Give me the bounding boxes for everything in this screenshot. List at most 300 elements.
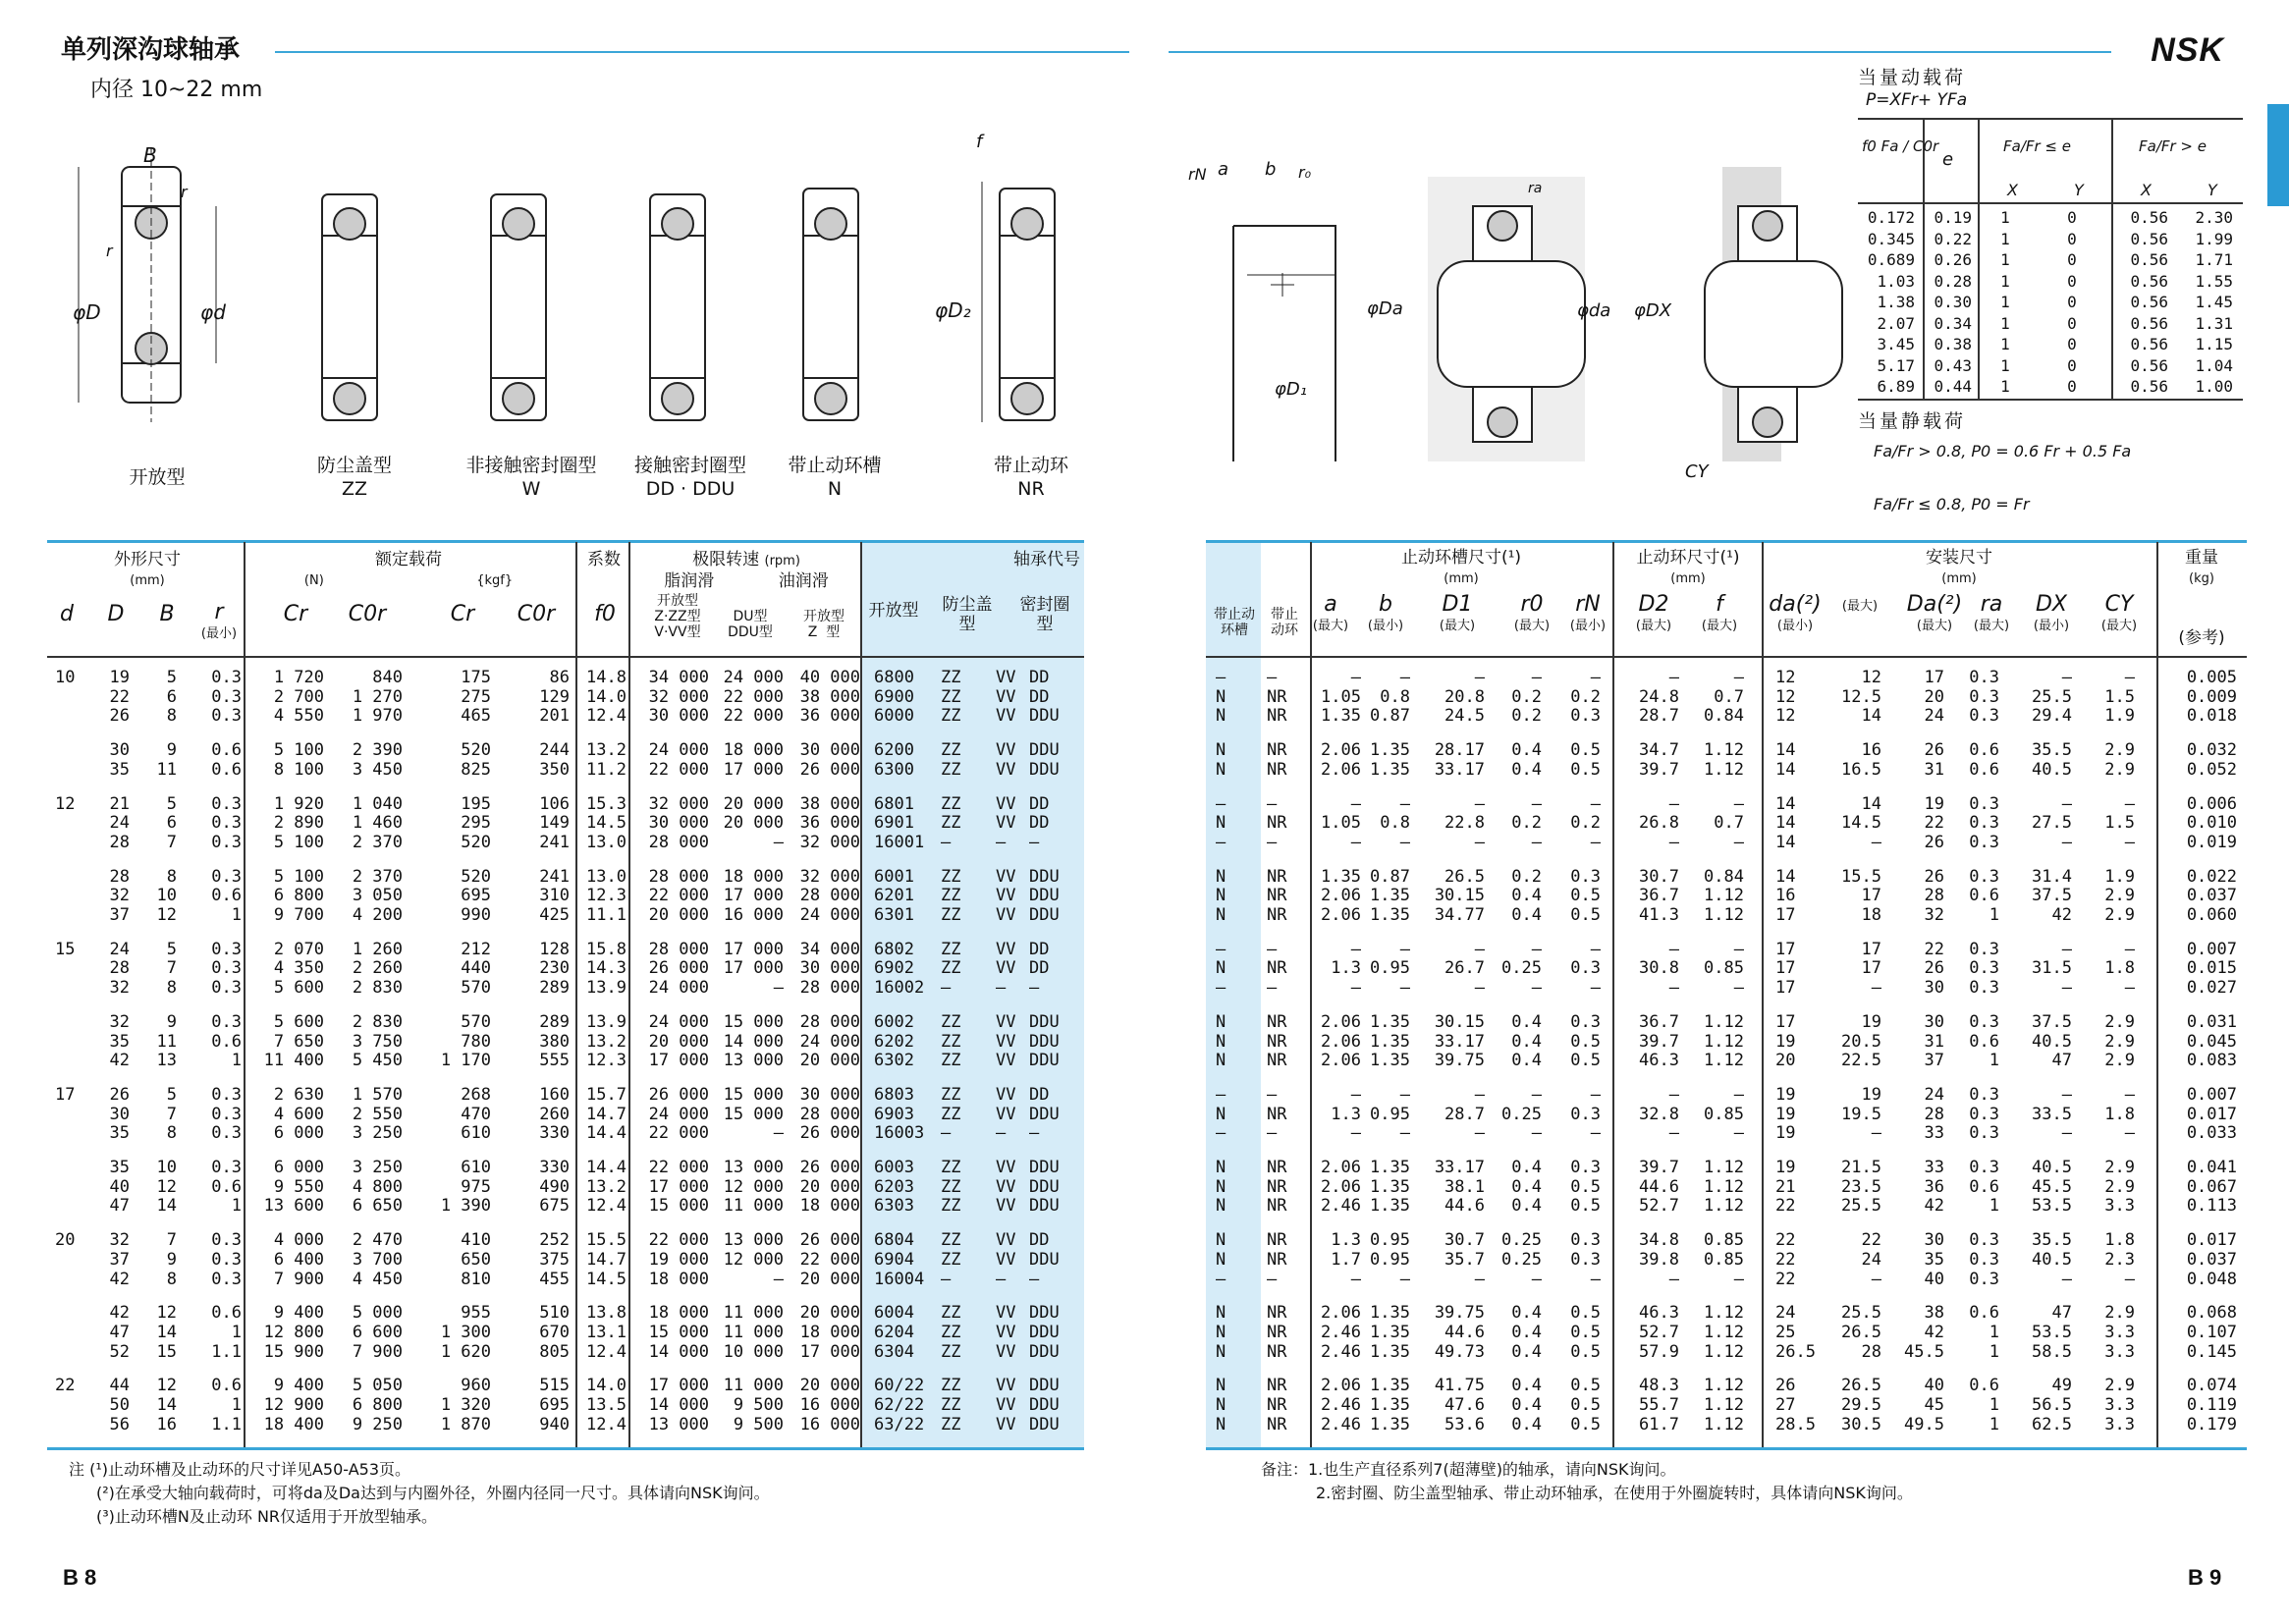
table-cell: 6204 — [874, 1322, 914, 1342]
table-cell: 0.4 — [1511, 759, 1542, 780]
label-f: f — [976, 132, 983, 152]
table-cell: — — [773, 1123, 784, 1144]
table-cell: 955 — [461, 1303, 491, 1324]
table-cell: 1.35 — [1370, 1414, 1410, 1435]
table-cell: 12 — [156, 1303, 177, 1324]
table-cell: 0.3 — [211, 866, 242, 887]
table-cell: — — [1733, 978, 1744, 999]
table-cell: 0.3 — [1570, 866, 1601, 887]
table-cell: 7 — [166, 832, 177, 852]
table-cell: 6903 — [874, 1104, 914, 1124]
table-cell: 14.8 — [586, 668, 627, 687]
table-cell: 20 — [1775, 1051, 1796, 1071]
table-cell: 1 970 — [352, 706, 403, 727]
table-cell: 6301 — [874, 905, 914, 925]
table-cell: 1 — [231, 1051, 242, 1071]
table-cell: 6803 — [874, 1084, 914, 1105]
table-cell: 0.037 — [2186, 1249, 2237, 1270]
table-cell: — — [1668, 793, 1679, 814]
table-cell: 0.6 — [211, 886, 242, 906]
table-cell: 8 — [166, 1123, 177, 1144]
table-cell: 1.12 — [1704, 1414, 1744, 1435]
table-cell: 15.7 — [586, 1084, 627, 1105]
table-cell: 30 — [1924, 1230, 1944, 1251]
table-cell: 520 — [461, 866, 491, 887]
eq-cell: 1 — [2000, 355, 2010, 375]
table-cell: 2.46 — [1321, 1414, 1361, 1435]
table-cell: — — [1590, 1269, 1601, 1289]
table-cell: 29.4 — [2032, 706, 2072, 727]
table-cell: 26 000 — [799, 1158, 860, 1177]
table-cell: 6 650 — [352, 1196, 403, 1217]
table-cell: DD — [1029, 686, 1050, 707]
eq-cell: 1 — [2000, 229, 2010, 248]
table-cell: VV — [996, 886, 1016, 906]
table-cell: 26 — [1775, 1376, 1796, 1396]
table-cell: NR — [1267, 866, 1287, 887]
table-cell: DDU — [1029, 1104, 1060, 1124]
table-cell: 11 400 — [263, 1051, 324, 1071]
table-cell: — — [1668, 1269, 1679, 1289]
table-cell: DDU — [1029, 1341, 1060, 1362]
table-cell: 1 870 — [440, 1414, 491, 1435]
table-cell: 42 — [109, 1051, 130, 1071]
table-cell: 0.3 — [1969, 813, 1999, 834]
table-cell: 0.8 — [1380, 686, 1410, 707]
hdr-da — [1764, 592, 1826, 636]
table-cell: 1 — [231, 1322, 242, 1342]
table-cell: — — [2124, 1084, 2135, 1105]
table-cell: 37.5 — [2032, 1011, 2072, 1032]
hdr-snap-groove: 止动环槽尺寸(¹) (mm) — [1400, 548, 1522, 586]
table-cell: 0.3 — [1570, 1230, 1601, 1251]
table-cell: 1 — [1989, 1341, 1999, 1362]
table-cell: 14 — [1775, 759, 1796, 780]
table-cell: 20 000 — [723, 793, 784, 814]
table-cell: 1.3 — [1331, 1230, 1361, 1251]
table-cell: 1.12 — [1704, 1395, 1744, 1415]
table-cell: ZZ — [941, 1322, 961, 1342]
remark-1: 备注：1.也生产直径系列7(超薄壁)的轴承，请向NSK询问。 — [1261, 1460, 1676, 1479]
table-cell: 0.3 — [211, 813, 242, 834]
table-cell: 15.5 — [586, 1230, 627, 1251]
table-cell: 0.009 — [2186, 686, 2237, 707]
table-cell: 39.75 — [1434, 1303, 1485, 1324]
table-cell: 2.9 — [2104, 1011, 2135, 1032]
page-number-left: B 8 — [63, 1565, 97, 1590]
table-cell: 22 000 — [648, 1158, 709, 1177]
hdr-symbol: D1 — [1442, 592, 1473, 617]
table-cell: — — [1668, 1084, 1679, 1105]
table-cell: DDU — [1029, 886, 1060, 906]
table-cell: 6004 — [874, 1303, 914, 1324]
table-cell: 0.3 — [1969, 1269, 1999, 1289]
table-cell: ZZ — [941, 813, 961, 834]
table-cell: 6203 — [874, 1176, 914, 1197]
table-cell: 1.35 — [1370, 759, 1410, 780]
table-cell: 1.12 — [1704, 1176, 1744, 1197]
table-cell: 0.87 — [1370, 866, 1410, 887]
hdr-CY — [2092, 592, 2147, 636]
table-cell: 1.35 — [1370, 886, 1410, 906]
table-cell: 0.3 — [1969, 1104, 1999, 1124]
eq-Y1: Y — [2074, 181, 2084, 199]
table-cell: 12.4 — [586, 706, 627, 727]
table-cell: 35.5 — [2032, 740, 2072, 761]
table-cell: 0.031 — [2186, 1011, 2237, 1032]
table-cell: 28.7 — [1444, 1104, 1485, 1124]
table-cell: N — [1216, 886, 1226, 906]
table-cell: 24 — [109, 939, 130, 959]
hdr-Da — [1905, 592, 1964, 636]
r-table-top-rule — [1206, 540, 2247, 543]
table-cell: — — [1733, 1084, 1744, 1105]
table-cell: 0.3 — [1969, 706, 1999, 727]
table-cell: 9 700 — [273, 905, 324, 925]
table-cell: 32 — [109, 978, 130, 999]
table-cell: — — [2061, 793, 2072, 814]
table-cell: DDU — [1029, 1322, 1060, 1342]
table-cell: 36 — [1924, 1176, 1944, 1197]
table-cell: 6 000 — [273, 1123, 324, 1144]
table-cell: 17 — [1861, 958, 1881, 979]
table-cell: 38.1 — [1444, 1176, 1485, 1197]
table-cell: 57.9 — [1639, 1341, 1679, 1362]
hdr-C0r: C0r — [348, 602, 387, 626]
table-cell: 38 000 — [799, 793, 860, 814]
col-sep — [2156, 542, 2158, 1447]
eq-cell: 0.30 — [1934, 293, 1972, 311]
table-cell: 2.46 — [1321, 1322, 1361, 1342]
table-cell: 19 — [109, 668, 130, 687]
table-cell: 440 — [461, 958, 491, 979]
eq-sep — [2111, 118, 2113, 399]
table-cell: 30 — [1924, 1011, 1944, 1032]
table-cell: 22 — [1775, 1249, 1796, 1270]
table-cell: — — [1871, 1123, 1881, 1144]
eq-cell: 0.44 — [1934, 377, 1972, 396]
table-cell: 675 — [539, 1196, 570, 1217]
table-cell: 15 900 — [263, 1341, 324, 1362]
eq-X2: X — [2141, 181, 2152, 199]
table-cell: 13.9 — [586, 1011, 627, 1032]
eq-cell: 0.43 — [1934, 355, 1972, 375]
table-cell: DDU — [1029, 1395, 1060, 1415]
table-cell: 28 000 — [648, 939, 709, 959]
table-cell: DDU — [1029, 1414, 1060, 1435]
table-cell: 330 — [539, 1158, 570, 1177]
table-cell: 40 — [1924, 1269, 1944, 1289]
table-cell: VV — [996, 958, 1016, 979]
table-cell: 0.052 — [2186, 759, 2237, 780]
table-cell: 6003 — [874, 1158, 914, 1177]
eq-Y2: Y — [2207, 181, 2217, 199]
table-cell: 24 000 — [648, 1011, 709, 1032]
table-cell: 15.5 — [1841, 866, 1881, 887]
table-cell: 2.9 — [2104, 1051, 2135, 1071]
table-cell: 18 000 — [799, 1196, 860, 1217]
table-cell: 25.5 — [1841, 1196, 1881, 1217]
table-cell: 1 320 — [440, 1395, 491, 1415]
table-cell: 2.06 — [1321, 1031, 1361, 1052]
table-cell: ZZ — [941, 740, 961, 761]
hdr-D1 — [1428, 592, 1487, 636]
table-cell: 14 — [1775, 866, 1796, 887]
table-cell: 212 — [461, 939, 491, 959]
table-cell: 40 — [1924, 1376, 1944, 1396]
table-cell: — — [773, 1269, 784, 1289]
eq-sep — [1978, 118, 1980, 399]
table-cell: — — [2061, 832, 2072, 852]
table-cell: DDU — [1029, 1303, 1060, 1324]
table-cell: 24 — [109, 813, 130, 834]
table-cell: — — [1216, 1084, 1226, 1105]
eq-cell: 0.56 — [2130, 271, 2168, 291]
table-cell: NR — [1267, 1051, 1287, 1071]
table-cell: 1.35 — [1370, 1158, 1410, 1177]
table-cell: 15 000 — [723, 1104, 784, 1124]
table-cell: 55.7 — [1639, 1395, 1679, 1415]
table-cell: 0.067 — [2186, 1176, 2237, 1197]
table-cell: 0.083 — [2186, 1051, 2237, 1071]
hdr-groove-col: 带止动 环槽 — [1214, 607, 1255, 638]
table-cell: 2.06 — [1321, 1158, 1361, 1177]
table-cell: VV — [996, 686, 1016, 707]
table-cell: 17 000 — [723, 939, 784, 959]
table-cell: — — [773, 832, 784, 852]
table-cell: 1.35 — [1370, 905, 1410, 925]
table-cell: 20 000 — [799, 1303, 860, 1324]
table-cell: 0.4 — [1511, 1011, 1542, 1032]
table-cell: 990 — [461, 905, 491, 925]
table-cell: — — [1267, 668, 1278, 687]
table-cell: 53.5 — [2032, 1196, 2072, 1217]
table-cell: 14 — [1861, 793, 1881, 814]
table-cell: 14 — [156, 1196, 177, 1217]
table-cell: — — [1590, 1084, 1601, 1105]
table-cell: 6303 — [874, 1196, 914, 1217]
table-cell: 26 000 — [648, 958, 709, 979]
table-cell: 1.9 — [2104, 706, 2135, 727]
table-cell: 32 — [109, 1230, 130, 1251]
table-cell: 35 — [109, 1123, 130, 1144]
table-cell: 19 — [1924, 793, 1944, 814]
table-cell: 22 — [1924, 813, 1944, 834]
table-cell: 38 — [1924, 1303, 1944, 1324]
table-cell: 0.6 — [1969, 886, 1999, 906]
table-cell: — — [1668, 832, 1679, 852]
table-cell: — — [1267, 793, 1278, 814]
table-cell: 0.2 — [1570, 686, 1601, 707]
table-cell: — — [1733, 939, 1744, 959]
table-cell: 4 350 — [273, 958, 324, 979]
table-cell: — — [941, 1123, 952, 1144]
table-cell: 1.12 — [1704, 1011, 1744, 1032]
table-cell: — — [996, 1269, 1007, 1289]
table-cell: 2.06 — [1321, 1376, 1361, 1396]
eq-cell: 1 — [2000, 313, 2010, 333]
table-cell: 14 000 — [648, 1395, 709, 1415]
table-cell: 0.145 — [2186, 1341, 2237, 1362]
table-cell: — — [1668, 1123, 1679, 1144]
table-cell: 5 600 — [273, 978, 324, 999]
table-cell: 15 000 — [723, 1084, 784, 1105]
eq-cell: 1.03 — [1877, 271, 1915, 291]
table-cell: 63/22 — [874, 1414, 925, 1435]
bore-d: 20 — [55, 1230, 76, 1251]
table-cell: — — [1474, 1269, 1485, 1289]
table-cell: 26.7 — [1444, 958, 1485, 979]
table-cell: 44.6 — [1444, 1196, 1485, 1217]
col-sep — [1612, 542, 1614, 1447]
table-cell: ZZ — [941, 759, 961, 780]
table-cell: — — [1871, 1269, 1881, 1289]
table-cell: 0.2 — [1511, 866, 1542, 887]
table-cell: 26.5 — [1841, 1322, 1881, 1342]
table-cell: 0.5 — [1570, 1031, 1601, 1052]
table-cell: 0.005 — [2186, 668, 2237, 687]
eq-cell: 0.28 — [1934, 271, 1972, 291]
hdr-symbol: da(²) — [1769, 592, 1822, 617]
table-cell: 2.3 — [2104, 1249, 2135, 1270]
table-cell: — — [1267, 1269, 1278, 1289]
table-cell: NR — [1267, 1376, 1287, 1396]
eq-cell: 1.99 — [2195, 229, 2233, 248]
table-cell: 24 — [1924, 1084, 1944, 1105]
table-cell: 50 — [109, 1395, 130, 1415]
hdr-symbol: r0 — [1520, 592, 1544, 617]
table-cell: 12 — [1775, 706, 1796, 727]
table-cell: 129 — [539, 686, 570, 707]
table-cell: ZZ — [941, 706, 961, 727]
table-cell: DD — [1029, 668, 1050, 687]
hdr-Cr: Cr — [283, 602, 308, 626]
table-cell: N — [1216, 759, 1226, 780]
eq-cell: 1.15 — [2195, 335, 2233, 353]
table-cell: 0.018 — [2186, 706, 2237, 727]
table-cell: N — [1216, 1104, 1226, 1124]
table-cell: 0.4 — [1511, 1395, 1542, 1415]
table-cell: 6 600 — [352, 1322, 403, 1342]
table-cell: 2.06 — [1321, 1176, 1361, 1197]
table-cell: 490 — [539, 1176, 570, 1197]
table-cell: 30 — [1924, 978, 1944, 999]
table-cell: 1 920 — [273, 793, 324, 814]
r-table-header-rule — [1206, 656, 2247, 658]
table-cell: 149 — [539, 813, 570, 834]
table-cell: 0.037 — [2186, 886, 2237, 906]
table-cell: 0.4 — [1511, 1414, 1542, 1435]
table-cell: 5 — [166, 1084, 177, 1105]
table-cell: 425 — [539, 905, 570, 925]
table-cell: 7 900 — [273, 1269, 324, 1289]
table-cell: 41.75 — [1434, 1376, 1485, 1396]
table-cell: 14 — [156, 1395, 177, 1415]
table-cell: 1.5 — [2104, 813, 2135, 834]
table-cell: 28 — [109, 958, 130, 979]
table-cell: 4 800 — [352, 1176, 403, 1197]
table-cell: 6801 — [874, 793, 914, 814]
table-cell: 24 000 — [648, 1104, 709, 1124]
table-cell: DDU — [1029, 1051, 1060, 1071]
table-cell: 20.5 — [1841, 1031, 1881, 1052]
table-cell: — — [1531, 668, 1542, 687]
table-cell: 1.12 — [1704, 886, 1744, 906]
table-cell: 1.12 — [1704, 1031, 1744, 1052]
table-cell: N — [1216, 1322, 1226, 1342]
table-cell: 53.6 — [1444, 1414, 1485, 1435]
eq-cell: 0.345 — [1867, 229, 1915, 248]
table-cell: N — [1216, 958, 1226, 979]
table-cell: 58.5 — [2032, 1341, 2072, 1362]
section-tab — [2267, 104, 2289, 206]
table-cell: 14 — [156, 1322, 177, 1342]
table-cell: 32 000 — [799, 866, 860, 887]
table-cell: 0.3 — [1570, 958, 1601, 979]
table-cell: 45 — [1924, 1395, 1944, 1415]
table-cell: 0.3 — [211, 686, 242, 707]
table-cell: 20 000 — [799, 1269, 860, 1289]
table-cell: 520 — [461, 740, 491, 761]
table-cell: — — [1350, 1123, 1361, 1144]
table-cell: 46.3 — [1639, 1051, 1679, 1071]
hdr-symbol: DX — [2035, 592, 2067, 617]
table-cell: 3.3 — [2104, 1341, 2135, 1362]
table-cell: VV — [996, 866, 1016, 887]
table-cell: 0.3 — [1969, 978, 1999, 999]
table-cell: 14 — [1775, 740, 1796, 761]
table-cell: 0.010 — [2186, 813, 2237, 834]
table-cell: 1.1 — [211, 1414, 242, 1435]
table-cell: 35 — [1924, 1249, 1944, 1270]
table-cell: 32 000 — [799, 832, 860, 852]
table-cell: VV — [996, 1176, 1016, 1197]
table-cell: 22 — [1924, 939, 1944, 959]
eq-cell: 0.56 — [2130, 250, 2168, 269]
table-cell: 24 — [1861, 1249, 1881, 1270]
table-cell: 35 — [109, 1158, 130, 1177]
table-cell: ZZ — [941, 1196, 961, 1217]
hdr-limit-note: (最大) — [1701, 619, 1738, 633]
table-cell: — — [1216, 1123, 1226, 1144]
table-cell: — — [1531, 1123, 1542, 1144]
table-cell: 175 — [461, 668, 491, 687]
table-cell: 1.12 — [1704, 1322, 1744, 1342]
table-cell: 19 — [1861, 1084, 1881, 1105]
table-cell: 0.6 — [1969, 1176, 1999, 1197]
table-cell: 7 — [166, 1230, 177, 1251]
table-cell: N — [1216, 866, 1226, 887]
table-cell: 380 — [539, 1031, 570, 1052]
table-cell: 1.35 — [1321, 866, 1361, 887]
table-cell: 1.5 — [2104, 686, 2135, 707]
table-cell: 0.85 — [1704, 958, 1744, 979]
table-cell: 32 — [1924, 905, 1944, 925]
table-cell: 14 — [1775, 813, 1796, 834]
table-cell: — — [2061, 1084, 2072, 1105]
bore-d: 10 — [55, 668, 76, 687]
table-cell: 2 470 — [352, 1230, 403, 1251]
table-cell: 30.7 — [1639, 866, 1679, 887]
table-cell: 1.12 — [1704, 1341, 1744, 1362]
mounting-figures — [1188, 147, 1846, 491]
table-cell: VV — [996, 1395, 1016, 1415]
table-cell: 0.6 — [211, 759, 242, 780]
table-cell: DD — [1029, 939, 1050, 959]
table-cell: 268 — [461, 1084, 491, 1105]
table-cell: ZZ — [941, 1176, 961, 1197]
eq-cell: 6.89 — [1877, 377, 1915, 396]
